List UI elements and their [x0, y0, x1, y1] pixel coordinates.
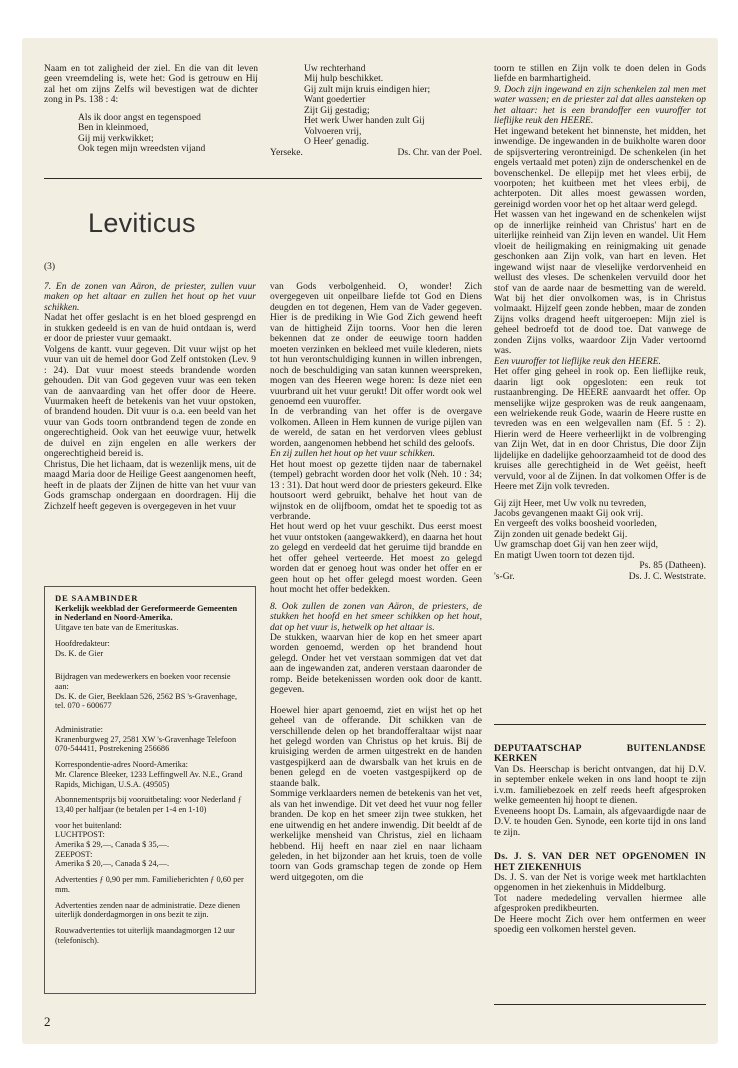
- bible-verse: 7. En de zonen van Aäron, de priester, zullen vuur maken op het altaar en zullen het hout op het vuur schikken.: [44, 282, 256, 313]
- psalm-reference: Ps. 85 (Datheen).: [639, 561, 706, 572]
- masthead-subtitle: Kerkelijk weekblad der Gereformeerde Gemeenten in Nederland en Noord-Amerika.: [55, 603, 238, 623]
- paragraph: Het hout werd op het vuur geschikt. Dus eerst moest het vuur ontstoken (aangewakkerd), en daarna het hout zo gelegd en verdeeld dat het geruime tijd brandde en het offer geheel verteerde. Het moest zo gelegd worden dat er genoeg hout was onder het offer en er geen hout op het offer gelegd moest worden. Geen hout mocht het offer bedekken.: [270, 522, 482, 596]
- advertising-rates: Advertenties ƒ 0,90 per mm. Familieberichten ƒ 0,60 per mm.: [55, 875, 244, 894]
- administration-label: Administratie:: [55, 725, 103, 735]
- bible-verse: 8. Ook zullen de zonen van Aäron, de priesters, de stukken het hoofd en het smeer schikken op het hout, dat op het vuur is, hetwelk op het altaar is.: [270, 601, 482, 633]
- poem-line: Jacobs gevangenen maakt Gij ook vrij.: [494, 509, 644, 520]
- masthead-publisher: Uitgave ten bate van de Emerituskas.: [55, 623, 179, 633]
- signature: [270, 148, 482, 158]
- poem-intro: Naam en tot zaligheid der ziel. En die van dit leven geen vreemdeling is, wete het: God is getrouw en Hij zal het om zijns Zelfs wil bevestigen wat de dichter zong in Ps. 138 : 4:: [44, 64, 258, 106]
- poem-line: Uw rechterhand: [304, 64, 366, 74]
- poem-line: Ben in kleinmoed,: [78, 123, 149, 134]
- article-column-2: [270, 282, 482, 883]
- article-column-1: [44, 282, 256, 512]
- poem-line: Gij zult mijn kruis eindigen hier;: [304, 84, 431, 95]
- contributions-address: Ds. K. de Gier, Beeklaan 526, 2562 BS 's-Gravenhage, tel. 070 - 600677: [55, 691, 238, 711]
- north-america-address: Mr. Clarence Bleeker, 1233 Leffingwell Av. N.E., Grand Rapids, Michigan, U.S.A. (49505): [55, 769, 243, 789]
- poem-line: Het werk Uwer handen zult Gij: [304, 116, 425, 127]
- editor-label: Hoofdredakteur:: [55, 638, 110, 648]
- paragraph: Sommige verklaarders nemen de betekenis van het vet, als van het inwendige. Dit vet deed het vuur nog feller branden. De kop en het smeer zijn twee stukken, het ene uitwendig en het andere inwendig. Dit beeldt af de werkelijke mensheid van Christus, ziel en lichaam hebbend. Hij heeft en naar ziel en naar lichaam geleden, in het bijzonder aan het kruis, toen de volle toorn van Gods gramschap tegen de zonde op Hem werd uitgegoten, om die: [270, 789, 482, 883]
- editor-name: Ds. K. de Gier: [55, 648, 104, 658]
- section-divider: [494, 1004, 706, 1005]
- poem-line: Gij zijt Heer, met Uw volk nu tevreden,: [494, 498, 647, 509]
- bible-verse: 9. Doch zijn ingewand en zijn schenkelen zal men met water wassen; en de priester zal dat alles aansteken op het altaar: het is een brandoffer een vuuroffer tot lieflijke reuk den HEERE.: [494, 84, 706, 127]
- contributions-label: Bijdragen van medewerkers en boeken voor recensie aan:: [55, 672, 231, 691]
- poem-line: Gij mij verkwikket;: [78, 133, 154, 144]
- poem-line: Als ik door angst en tegenspoed: [78, 112, 201, 123]
- bible-verse: En zij zullen het hout op het vuur schikken.: [270, 449, 436, 460]
- abroad-label: voor het buitenland:: [55, 820, 122, 830]
- seamail-label: ZEEPOST:: [55, 849, 93, 859]
- signature: [494, 572, 706, 582]
- paragraph: Het offer ging geheel in rook op. Een lieflijke reuk, daarin ligt ook opgesloten: een reuk tot rustaanbrenging. De HEERE aanvaardt het offer. Op menselijke wijze gesproken was de reuk aangenaam, een welriekende reuk Gode, waarin de Heere rustte en tevreden was en een welgevallen nam (Ef. 5 : 2). Hierin werd de Heere verheerlijkt in de volbrenging van Zijn Wet, dat in en door Christus, Die door Zijn lijdelijke en dadelijke gehoorzaamheid tot de dood des kruises alle gerechtigheid in de Wet geëist, heeft vervuld, voor al de Zijnen. In dat volkomen Offer is de Heere met Zijn volk tevreden.: [494, 367, 706, 493]
- news-heading: DEPUTAATSCHAP BUITENLANDSE KERKEN: [494, 743, 706, 765]
- mourning-ads-note: Rouwadvertenties tot uiterlijk maandagmorgen 12 uur (telefonisch).: [55, 925, 235, 945]
- paragraph: van Gods verbolgenheid. O, wonder! Zich overgegeven uit onpeilbare liefde tot God en Diens deugden en tot degenen, Hem van de Vader gegeven. Hier is de prediking in Wie God Zich gewend heeft van de hittigheid Zijn toorns. Voor hen die leren bekennen dat ze onder de eeuwige toorn hadden moeten verzinken en bekleed met vuile klederen, niets tot hun verontschuldiging kunnen in willen inbrengen, noch de beschuldiging van satan kunnen weerspreken, mogen van des Heeren wege horen: Is deze niet een vuurbrand uit het vuur gerukt! Dit offer wordt ook wel genoemd een vuuroffer.: [270, 282, 482, 407]
- poem-line: Uw gramschap doet Gij van hen zeer wijd,: [494, 540, 659, 551]
- paragraph: toorn te stillen en Zijn volk te doen delen in Gods liefde en barmhartigheid.: [494, 64, 706, 85]
- poem-line: Want goedertier: [304, 95, 366, 106]
- seamail-price: Amerika $ 20,—, Canada $ 24,—.: [55, 859, 170, 869]
- top-column-left: [44, 64, 258, 155]
- page-number: 2: [44, 1014, 51, 1029]
- paragraph: Hoewel hier apart genoemd, ziet en wijst het op het geheel van de offerande. Dit schikken van de verschillende delen op het brandofferaltaar wijst naar het gelegd worden van Christus op het kruis. Bij de kruisiging werden de armen uitgestrekt en de handen vastgespijkerd aan de dwarsbalk van het kruis en de benen gelegd en de voeten vastgespijkerd op de staande balk.: [270, 705, 482, 789]
- news-paragraph: Van Ds. Heerschap is bericht ontvangen, dat hij D.V. in september enkele weken in ons land hoopt te zijn i.v.m. familiebezoek en zelf reeds heeft afgesproken welke gemeenten hij hoopt te dienen.: [494, 764, 706, 807]
- poem-line: O Heer' genadig.: [304, 137, 369, 148]
- masthead-name: DE SAAMBINDER: [55, 593, 139, 603]
- north-america-label: Korrespondentie-adres Noord-Amerika:: [55, 760, 188, 770]
- article-title: Leviticus: [88, 208, 196, 238]
- paragraph: Volgens de kantt. vuur gegeven. Dit vuur wijst op het vuur van uit de hemel door God Zelf ontstoken (Lev. 9 : 24). Dat vuur moest steeds brandende worden gehouden. Dit van God gegeven vuur was een teken van de aanvaarding van het offer door de Heere. Vuurmaken heeft de betekenis van het vuur opstoken, of brandend houden. Dit vuur is o.a. een beeld van het vuur van Gods toorn ontbrandend tegen de zonde en ongerechtigheid. Ook van het eeuwige vuur, hetwelk de duivel en zijn engelen en alle werkers der ongerechtigheid bereid is.: [44, 344, 256, 460]
- poem-line: Ook tegen mijn wreedsten vijand: [78, 144, 206, 155]
- news-column: [494, 744, 706, 936]
- paragraph: Christus, Die het lichaam, dat is wezenlijk mens, uit de maagd Maria door de Heilige Geest aangenomen heeft, heeft in de plaats der Zijnen de hitte van het vuur van Gods gramschap ondergaan en doordragen. Hij die Zichzelf heeft gegeven is overgegeven in het vuur: [44, 459, 257, 512]
- paragraph: De stukken, waarvan hier de kop en het smeer apart worden genoemd, werden op het brandend hout gelegd. Onder het vet verstaan sommigen dat vet dat aan de ingewanden zat, anderen verstaan daaronder de romp. Beide betekenissen worden ook door de kantt. gegeven.: [270, 632, 482, 696]
- poem-line: En vergeeft des volks boosheid voorleden,: [494, 519, 657, 530]
- airmail-price: Amerika $ 29,—, Canada $ 35,—.: [55, 840, 170, 850]
- news-heading: Ds. J. S. VAN DER NET OPGENOMEN IN HET ZIEKENHUIS: [494, 851, 706, 873]
- section-divider: [494, 724, 706, 725]
- advertising-note: Advertenties zenden naar de administratie. Deze dienen uiterlijk donderdagmorgen in ons bezit te zijn.: [55, 900, 240, 920]
- paragraph: Het ingewand betekent het binnenste, het midden, het inwendige. De ingewanden in de buikholte waren door de spijsvertering verontreinigd. De schenkelen (in het engels vertaald met poten) zijn de onderschenkel en de bovenschenkel. De ellepijp met het vlees erbij, de voorpoten; het kuitbeen met het vlees erbij, de achterpoten. Dit alles moest gewassen worden, gereinigd worden voor het op het altaar werd gelegd.: [494, 126, 706, 210]
- newspaper-page: [22, 38, 718, 1044]
- signature-place: 's-Gr.: [494, 571, 515, 582]
- news-paragraph: Ds. J. S. van der Net is vorige week met hartklachten opgenomen in het ziekenhuis in Middelburg.: [494, 872, 706, 894]
- psalm-verse-left: [44, 113, 258, 155]
- signature-author: Ds. Chr. van der Poel.: [397, 147, 482, 158]
- paragraph: Nadat het offer geslacht is en het bloed gesprengd en in stukken gedeeld is en van de huid ontdaan is, werd er door de priester vuur gemaakt.: [44, 313, 256, 345]
- poem-line: Volvoeren vrij,: [304, 126, 362, 137]
- bible-verse: Een vuuroffer tot lieflijke reuk den HEERE.: [494, 356, 661, 367]
- administration-address: Kranenburgweg 27, 2581 XW 's-Gravenhage Telefoon 070-544411, Postrekening 256686: [55, 734, 237, 754]
- article-part-number: (3): [44, 262, 56, 272]
- poem-line: Mij hulp beschikket.: [304, 74, 384, 85]
- article-column-3: [494, 64, 706, 582]
- top-column-middle: [270, 64, 482, 158]
- paragraph: Het hout moest op gezette tijden naar de tabernakel (tempel) gebracht worden door het volk (Neh. 10 : 34; 13 : 31). Dat hout werd door de priesters gekeurd. Elke houtsoort werd gebruikt, behalve het hout van de wijnstok en de olijfboom, omdat het te spoedig tot as verbrande.: [270, 459, 482, 522]
- paragraph: In de verbranding van het offer is de overgave volkomen. Alleen in Hem kunnen de vurige pijlen van de wereld, de satan en het verdorven vlees geblust worden, aangenomen hebbend het schild des geloofs.: [270, 407, 482, 449]
- section-divider: [44, 178, 482, 179]
- airmail-label: LUCHTPOST:: [55, 830, 105, 840]
- news-paragraph: Eveneens hoopt Ds. Lamain, als afgevaardigde naar de D.V. te houden Gen. Synode, een korte tijd in ons land te zijn.: [494, 806, 706, 838]
- news-paragraph: De Heere mocht Zich over hem ontfermen en weer spoedig een volkomen herstel geven.: [494, 914, 706, 936]
- psalm-verse-right: [494, 499, 706, 562]
- subscription-price: Abonnementsprijs bij vooruitbetaling: voor Nederland ƒ 13,40 per halfjaar (te betalen per 1-4 en 1-10): [55, 795, 242, 814]
- poem-line: Zijt Gij gestadig;: [304, 105, 370, 116]
- signature-place: Yerseke.: [270, 147, 303, 158]
- masthead-box: [44, 586, 256, 994]
- poem-line: Zijn zonden uit genade bedekt Gij.: [494, 529, 628, 540]
- signature-author: Ds. J. C. Weststrate.: [628, 571, 706, 582]
- news-paragraph: Tot nadere mededeling vervallen hiermee alle afgesproken predikbeurten.: [494, 893, 706, 915]
- paragraph: Het wassen van het ingewand en de schenkelen wijst op de innerlijke reinheid van Christus' hart en de uiterlijke reinheid van Zijn leven en wandel. Uit Hem vloeit de heiligmaking en reinigmaking uit genade geschonken aan Zijn volk, van hart en leven. Het ingewand wijst naar de vleselijke verdorvenheid en wellust des vleses. De schenkelen vervuild door het stof van de aarde naar de besmetting van de wereld. Wat bij het dier onvolkomen was, is in Christus volmaakt. Hijzelf geen zonde hebben, maar de zonden Zijns volks dragend heeft uitgeroepen: Mijn ziel is geheel bedroefd tot de dood toe. Dat vanwege de zonden Zijns volks, waardoor Zijn Vader vertoornd was.: [494, 210, 706, 357]
- poem-line: En matigt Uwen toorn tot dezen tijd.: [494, 550, 635, 561]
